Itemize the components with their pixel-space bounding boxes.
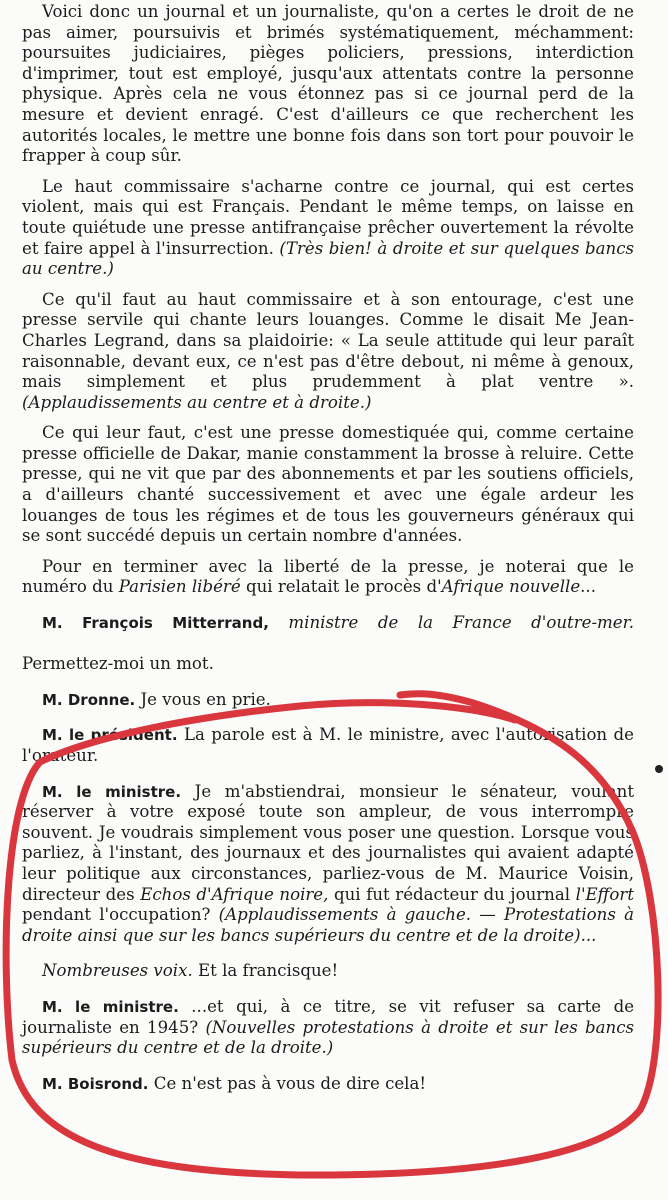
speaker-name: M. le ministre. [42, 997, 179, 1016]
speaker-name: M. le ministre. [42, 782, 182, 801]
speaker-name: M. Boisrond. [42, 1074, 149, 1093]
paragraph-3: Ce qu'il faut au haut commissaire et à son entourage, c'est une presse servile qui chante leurs louanges. Comme le disait Me Jean-Charles Legrand, dans sa plaidoirie: « La seule attitude qui leur paraît raisonnable, devant eux, ce n'est pas d'être debout, ni même à genoux, mais simplement et plus prudemment à plat ventre ». (Applaudissements au centre et à droite.) [22, 289, 634, 412]
speech-dronne: M. Dronne. Je vous en prie. [42, 689, 271, 709]
speech-voices: Nombreuses voix. Et la francisque! [42, 961, 339, 981]
speaker-name: M. Dronne. [42, 690, 136, 709]
speech-president: M. le président. La parole est à M. le ministre, avec l'autorisation de l'orateur. [22, 725, 634, 765]
speech-ministre-2: M. le ministre. ...et qui, à ce titre, se vit refuser sa carte de journaliste en 1945? (Nouvelles protestations à droite et sur les bancs supérieurs du centre et de la droite.) [22, 996, 635, 1058]
speech-ministre-1: M. le ministre. Je m'abstiendrai, monsieur le sénateur, voulant réserver à votre exposé toute son ampleur, de vous interrompre souvent. Je voudrais simplement vous poser une question. Lorsque vous parliez, à l'instant, des journaux et des journalistes qui avaient adapté leur politique aux circonstances, parliez-vous de M. Maurice Voisin, directeur des Echos d'Afrique noire, qui fut rédacteur du journal l'Effort pendant l'occupation? (Applaudissements à gauche. — Protestations à droite ainsi que sur les bancs supérieurs du centre et de la droite)... [22, 781, 635, 945]
paragraph-4: Ce qui leur faut, c'est une presse domestiquée qui, comme certaine presse officielle de Dakar, manie constamment la brosse à reluire. Cette presse, qui ne vit que par des abonnements et par les soutiens officiels, a d'ailleurs chanté successivement et avec une égale ardeur les louanges de tous les régimes et de tous les gouverneurs généraux qui se sont succédé depuis un certain nombre d'années. [22, 423, 634, 546]
paragraph-5: Pour en terminer avec la liberté de la presse, je noterai que le numéro du Parisien libéré qui relatait le procès d'Afrique nouvelle... [22, 556, 634, 597]
paragraph-2: Le haut commissaire s'acharne contre ce journal, qui est certes violent, mais qui est Français. Pendant le même temps, on laisse en toute quiétude une presse antifrançaise prêcher ouvertement la révolte et faire appel à l'insurrection. (Très bien! à droite et sur quelques bancs au centre.) [22, 176, 635, 279]
paragraph-1: Voici donc un journal et un journaliste, qu'on a certes le droit de ne pas aimer, poursuivis et brimés systématiquement, méchamment: poursuites judiciaires, pièges policiers, pressions, interdiction d'imprimer, tout est employé, jusqu'aux attentats contre la personne physique. Après cela ne vous étonnez pas si ce journal perd de la mesure et devient enragé. C'est d'ailleurs ce que recherchent les autorités locales, le mettre une bonne fois dans son tort pour pouvoir le frapper à coup sûr. [22, 2, 634, 166]
margin-dot [655, 765, 663, 773]
speech-mitterrand: M. François Mitterrand, ministre de la France d'outre-mer.Permettez-moi un mot. [22, 613, 634, 674]
speaker-name: M. le président. [42, 726, 178, 745]
speech-boisrond: M. Boisrond. Ce n'est pas à vous de dire cela! [42, 1073, 427, 1093]
document-body [22, 2, 634, 1094]
speaker-name: M. François Mitterrand, [42, 614, 269, 633]
